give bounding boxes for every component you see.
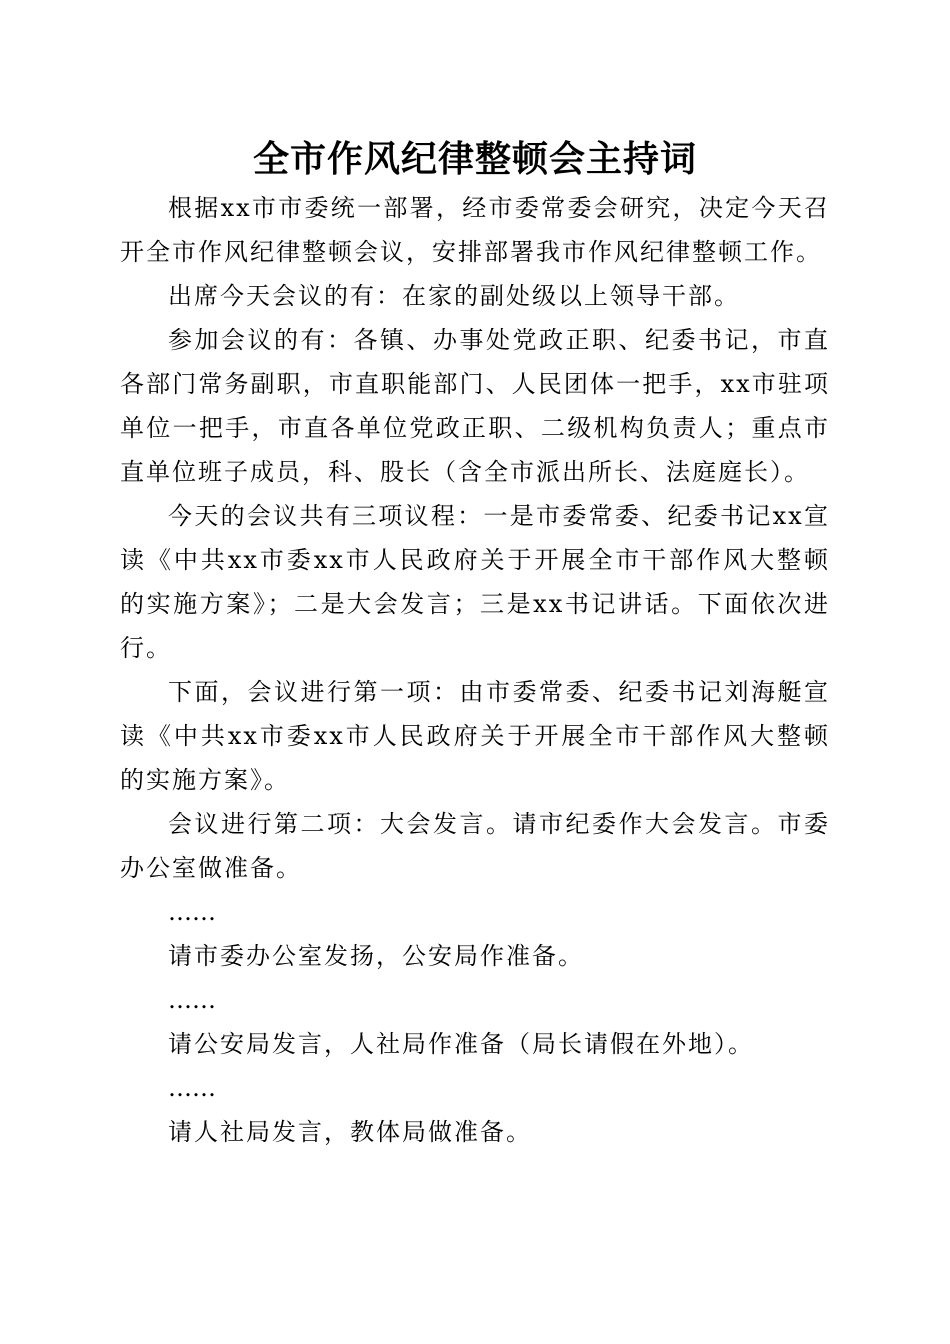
ellipsis-1: ……	[168, 898, 216, 926]
document-page	[120, 132, 830, 1154]
paragraph-deployment: 根据xx市市委统一部署，经市委常委会研究，决定今天召开全市作风纪律整顿会议，安排部署我市作风纪律整顿工作。	[120, 194, 830, 266]
document-title: 全市作风纪律整顿会主持词	[252, 138, 697, 180]
paragraph-agenda: 今天的会议共有三项议程：一是市委常委、纪委书记xx宣读《中共xx市委xx市人民政府关于开展全市干部作风大整顿的实施方案》；二是大会发言；三是xx书记讲话。下面依次进行。	[120, 502, 830, 662]
paragraph-office-speech: 请市委办公室发扬，公安局作准备。	[168, 942, 584, 970]
ellipsis-2: ……	[168, 986, 216, 1014]
paragraph-police-speech: 请公安局发言，人社局作准备（局长请假在外地）。	[168, 1030, 754, 1058]
ellipsis-3: ……	[168, 1074, 216, 1102]
paragraph-item-one: 下面，会议进行第一项：由市委常委、纪委书记刘海艇宣读《中共xx市委xx市人民政府关于开展全市干部作风大整顿的实施方案》。	[120, 678, 830, 794]
paragraph-item-two: 会议进行第二项：大会发言。请市纪委作大会发言。市委办公室做准备。	[120, 810, 830, 882]
paragraph-participants: 参加会议的有：各镇、办事处党政正职、纪委书记，市直各部门常务副职，市直职能部门、人民团体一把手，xx市驻项单位一把手，市直各单位党政正职、二级机构负责人；重点市直单位班子成员，科、股长（含全市派出所长、法庭庭长）。	[120, 326, 830, 486]
paragraph-hr-speech: 请人社局发言，教体局做准备。	[168, 1118, 532, 1146]
paragraph-attendees: 出席今天会议的有：在家的副处级以上领导干部。	[168, 282, 740, 310]
